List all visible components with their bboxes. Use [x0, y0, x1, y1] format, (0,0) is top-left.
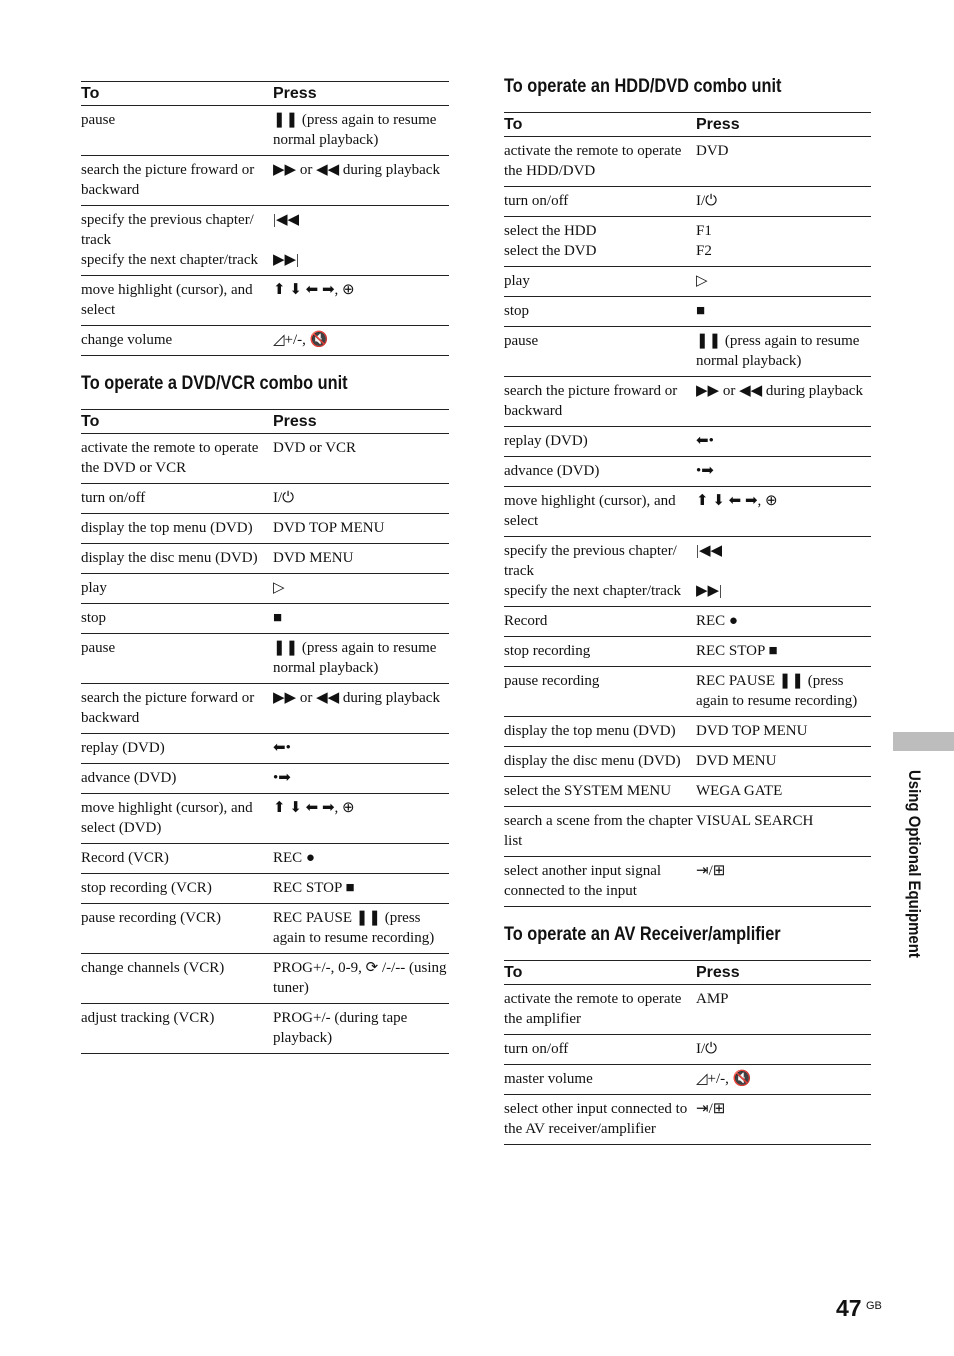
remote-table-hdd-dvd: [504, 112, 871, 907]
left-column: [81, 81, 449, 1054]
table-row: [504, 857, 871, 907]
cell-press: ⬅•: [696, 427, 871, 457]
table-row: [81, 326, 449, 356]
cell-press: REC ●: [696, 607, 871, 637]
cell-press: REC STOP ■: [696, 637, 871, 667]
cell-action: move highlight (cursor), and select: [81, 276, 273, 326]
cell-action: turn on/off: [81, 484, 273, 514]
table-row: [504, 537, 871, 607]
table-row: [504, 607, 871, 637]
cell-press: I/⏻: [273, 484, 449, 514]
table-row: [504, 637, 871, 667]
cell-press: |◀◀ ▶▶|: [273, 206, 449, 276]
table-row: [81, 514, 449, 544]
cell-action: turn on/off: [504, 187, 696, 217]
cell-press: ❚❚ (press again to resume normal playback): [696, 327, 871, 377]
table-row: [81, 156, 449, 206]
cell-action: select other input connected to the AV receiver/amplifier: [504, 1095, 696, 1145]
cell-press: REC PAUSE ❚❚ (press again to resume recording): [273, 904, 449, 954]
table-row: [81, 574, 449, 604]
cell-action: specify the previous chapter/ track specify the next chapter/track: [81, 206, 273, 276]
cell-action: Record (VCR): [81, 844, 273, 874]
remote-table-av-receiver: [504, 960, 871, 1145]
cell-press: F1 F2: [696, 217, 871, 267]
cell-action: stop: [504, 297, 696, 327]
table-row: [504, 187, 871, 217]
cell-press: ◿+/-, 🔇: [273, 326, 449, 356]
table-row: [81, 764, 449, 794]
cell-press: AMP: [696, 985, 871, 1035]
cell-press: ▶▶ or ◀◀ during playback: [696, 377, 871, 427]
cell-press: |◀◀ ▶▶|: [696, 537, 871, 607]
table-row: [81, 684, 449, 734]
cell-press: REC STOP ■: [273, 874, 449, 904]
table-row: [504, 1035, 871, 1065]
cell-action: specify the previous chapter/ track specify the next chapter/track: [504, 537, 696, 607]
cell-action: display the top menu (DVD): [504, 717, 696, 747]
table-row: [81, 904, 449, 954]
cell-action: move highlight (cursor), and select (DVD): [81, 794, 273, 844]
cell-action: change volume: [81, 326, 273, 356]
page-number: 47: [836, 1295, 862, 1321]
cell-action: activate the remote to operate the amplifier: [504, 985, 696, 1035]
cell-press: DVD TOP MENU: [696, 717, 871, 747]
table-row: [504, 217, 871, 267]
table-row: [504, 985, 871, 1035]
cell-press: ⇥/⊞: [696, 857, 871, 907]
table-row: [504, 427, 871, 457]
cell-action: stop recording (VCR): [81, 874, 273, 904]
cell-action: change channels (VCR): [81, 954, 273, 1004]
table-row: [504, 297, 871, 327]
table-row: [81, 544, 449, 574]
table-row: [81, 954, 449, 1004]
cell-press: ▶▶ or ◀◀ during playback: [273, 684, 449, 734]
cell-press: ⇥/⊞: [696, 1095, 871, 1145]
table-row: [504, 327, 871, 377]
right-column: [504, 74, 871, 1145]
cell-action: advance (DVD): [504, 457, 696, 487]
table-row: [504, 667, 871, 717]
cell-press: DVD MENU: [696, 747, 871, 777]
cell-action: search the picture froward or backward: [504, 377, 696, 427]
cell-action: play: [81, 574, 273, 604]
table-row: [81, 106, 449, 156]
table-row: [81, 206, 449, 276]
cell-press: I/⏻: [696, 1035, 871, 1065]
table-row: [81, 604, 449, 634]
cell-action: select another input signal connected to the input: [504, 857, 696, 907]
section-title-av-receiver: To operate an AV Receiver/amplifier: [504, 924, 781, 945]
cell-action: replay (DVD): [504, 427, 696, 457]
cell-action: replay (DVD): [81, 734, 273, 764]
cell-press: REC ●: [273, 844, 449, 874]
cell-action: display the disc menu (DVD): [504, 747, 696, 777]
table-row: [504, 377, 871, 427]
cell-action: move highlight (cursor), and select: [504, 487, 696, 537]
page-language-suffix: GB: [866, 1300, 882, 1312]
cell-action: activate the remote to operate the HDD/DVD: [504, 137, 696, 187]
cell-press: REC PAUSE ❚❚ (press again to resume recording): [696, 667, 871, 717]
table-row: [504, 1095, 871, 1145]
cell-press: WEGA GATE: [696, 777, 871, 807]
table-row: [81, 276, 449, 326]
cell-press: ■: [273, 604, 449, 634]
section-title-dvd-vcr: To operate a DVD/VCR combo unit: [81, 373, 348, 394]
cell-action: advance (DVD): [81, 764, 273, 794]
cell-action: stop: [81, 604, 273, 634]
sidebar-tab-marker: [893, 732, 954, 751]
cell-press: ❚❚ (press again to resume normal playback): [273, 106, 449, 156]
table-row: [81, 484, 449, 514]
cell-action: activate the remote to operate the DVD or VCR: [81, 434, 273, 484]
cell-press: ⬅•: [273, 734, 449, 764]
cell-action: select the HDD select the DVD: [504, 217, 696, 267]
column-header-press: Press: [696, 961, 871, 985]
table-row: [504, 457, 871, 487]
table-row: [81, 434, 449, 484]
cell-action: turn on/off: [504, 1035, 696, 1065]
cell-action: adjust tracking (VCR): [81, 1004, 273, 1054]
cell-press: ▷: [696, 267, 871, 297]
table-row: [504, 137, 871, 187]
cell-action: pause: [81, 106, 273, 156]
column-header-to: To: [81, 410, 273, 434]
cell-action: pause: [81, 634, 273, 684]
cell-action: pause recording: [504, 667, 696, 717]
remote-table-dvd-vcr: [81, 409, 449, 1054]
cell-action: pause recording (VCR): [81, 904, 273, 954]
sidebar-chapter-label: Using Optional Equipment: [905, 770, 924, 958]
section-title-hdd-dvd: To operate an HDD/DVD combo unit: [504, 76, 782, 97]
cell-press: ⬆ ⬇ ⬅ ➡, ⊕: [273, 276, 449, 326]
table-row: [81, 634, 449, 684]
cell-action: pause: [504, 327, 696, 377]
remote-table-basic: [81, 81, 449, 356]
cell-action: search the picture forward or backward: [81, 684, 273, 734]
column-header-to: To: [504, 961, 696, 985]
cell-press: DVD: [696, 137, 871, 187]
cell-press: VISUAL SEARCH: [696, 807, 871, 857]
cell-action: display the top menu (DVD): [81, 514, 273, 544]
table-row: [504, 717, 871, 747]
cell-press: I/⏻: [696, 187, 871, 217]
cell-action: play: [504, 267, 696, 297]
table-row: [81, 844, 449, 874]
table-row: [81, 874, 449, 904]
table-row: [504, 777, 871, 807]
cell-press: ■: [696, 297, 871, 327]
table-row: [81, 794, 449, 844]
cell-press: •➡: [696, 457, 871, 487]
cell-action: master volume: [504, 1065, 696, 1095]
cell-press: ▶▶ or ◀◀ during playback: [273, 156, 449, 206]
cell-press: PROG+/-, 0-9, ⟳ /-/-- (using tuner): [273, 954, 449, 1004]
column-header-to: To: [504, 113, 696, 137]
cell-press: ⬆ ⬇ ⬅ ➡, ⊕: [273, 794, 449, 844]
cell-press: DVD or VCR: [273, 434, 449, 484]
cell-press: ⬆ ⬇ ⬅ ➡, ⊕: [696, 487, 871, 537]
cell-action: Record: [504, 607, 696, 637]
cell-action: search a scene from the chapter list: [504, 807, 696, 857]
cell-press: ❚❚ (press again to resume normal playback): [273, 634, 449, 684]
cell-action: select the SYSTEM MENU: [504, 777, 696, 807]
cell-action: search the picture froward or backward: [81, 156, 273, 206]
cell-action: display the disc menu (DVD): [81, 544, 273, 574]
column-header-press: Press: [273, 82, 449, 106]
column-header-press: Press: [696, 113, 871, 137]
column-header-to: To: [81, 82, 273, 106]
table-row: [504, 1065, 871, 1095]
table-row: [81, 1004, 449, 1054]
table-row: [504, 487, 871, 537]
cell-press: DVD TOP MENU: [273, 514, 449, 544]
cell-press: DVD MENU: [273, 544, 449, 574]
cell-press: ◿+/-, 🔇: [696, 1065, 871, 1095]
cell-press: •➡: [273, 764, 449, 794]
table-row: [504, 747, 871, 777]
table-row: [504, 807, 871, 857]
cell-press: ▷: [273, 574, 449, 604]
table-row: [81, 734, 449, 764]
table-row: [504, 267, 871, 297]
cell-action: stop recording: [504, 637, 696, 667]
column-header-press: Press: [273, 410, 449, 434]
cell-press: PROG+/- (during tape playback): [273, 1004, 449, 1054]
